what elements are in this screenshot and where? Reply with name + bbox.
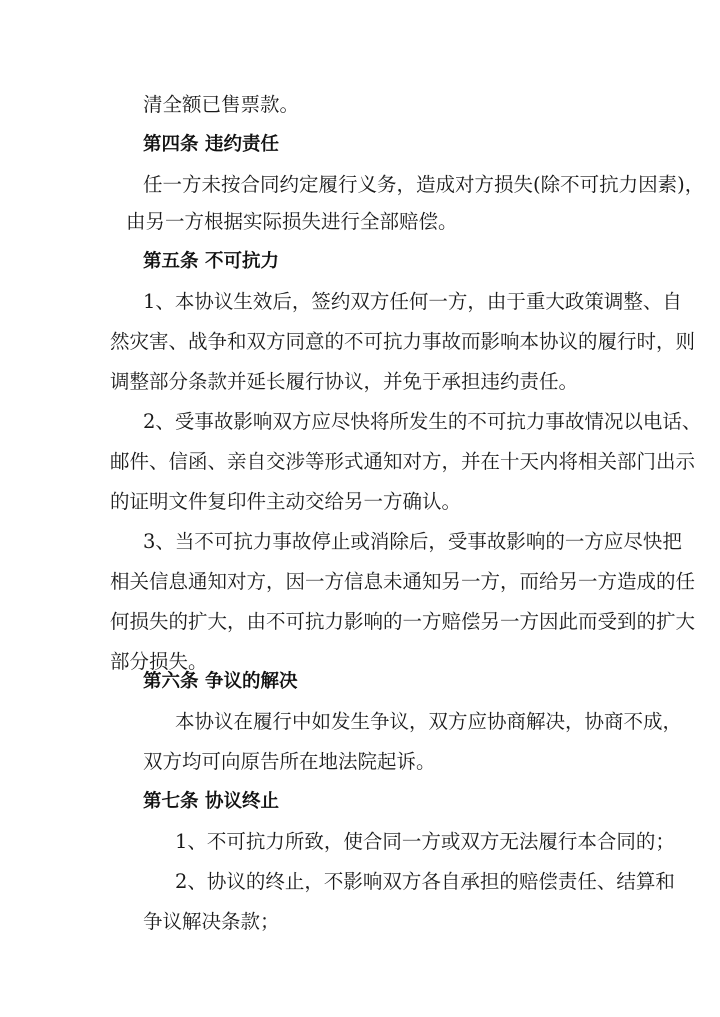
section-heading: 第七条 协议终止 bbox=[143, 791, 279, 812]
paragraph-line: 2、受事故影响双方应尽快将所发生的不可抗力事故情况以电话、 bbox=[143, 410, 702, 433]
paragraph-line: 然灾害、战争和双方同意的不可抗力事故而影响本协议的履行时，则 bbox=[110, 330, 696, 353]
paragraph-line: 由另一方根据实际损失进行全部赔偿。 bbox=[126, 210, 458, 233]
paragraph-line: 部分损失。 bbox=[110, 650, 208, 673]
paragraph-line: 1、不可抗力所致，使合同一方或双方无法履行本合同的； bbox=[175, 830, 675, 853]
paragraph-line: 清全额已售票款。 bbox=[143, 93, 300, 116]
section-heading: 第四条 违约责任 bbox=[143, 134, 279, 155]
paragraph-line: 本协议在履行中如发生争议，双方应协商解决，协商不成， bbox=[175, 710, 683, 733]
paragraph-line: 何损失的扩大，由不可抗力影响的一方赔偿另一方因此而受到的扩大 bbox=[110, 610, 696, 633]
paragraph-line: 双方均可向原告所在地法院起诉。 bbox=[143, 750, 436, 773]
paragraph-line: 调整部分条款并延长履行协议，并免于承担违约责任。 bbox=[110, 370, 579, 393]
paragraph-line: 争议解决条款； bbox=[143, 910, 280, 933]
paragraph-line: 任一方未按合同约定履行义务，造成对方损失(除不可抗力因素)， bbox=[143, 173, 705, 196]
section-heading: 第五条 不可抗力 bbox=[143, 251, 279, 272]
paragraph-line: 3、当不可抗力事故停止或消除后，受事故影响的一方应尽快把 bbox=[143, 530, 682, 553]
paragraph-line: 2、协议的终止，不影响双方各自承担的赔偿责任、结算和 bbox=[175, 870, 675, 893]
paragraph-line: 邮件、信函、亲自交涉等形式通知对方，并在十天内将相关部门出示 bbox=[110, 450, 696, 473]
paragraph-line: 的证明文件复印件主动交给另一方确认。 bbox=[110, 490, 462, 513]
paragraph-line: 相关信息通知对方，因一方信息未通知另一方，而给另一方造成的任 bbox=[110, 570, 696, 593]
paragraph-line: 1、本协议生效后，签约双方任何一方，由于重大政策调整、自 bbox=[143, 290, 682, 313]
section-heading: 第六条 争议的解决 bbox=[143, 671, 298, 692]
